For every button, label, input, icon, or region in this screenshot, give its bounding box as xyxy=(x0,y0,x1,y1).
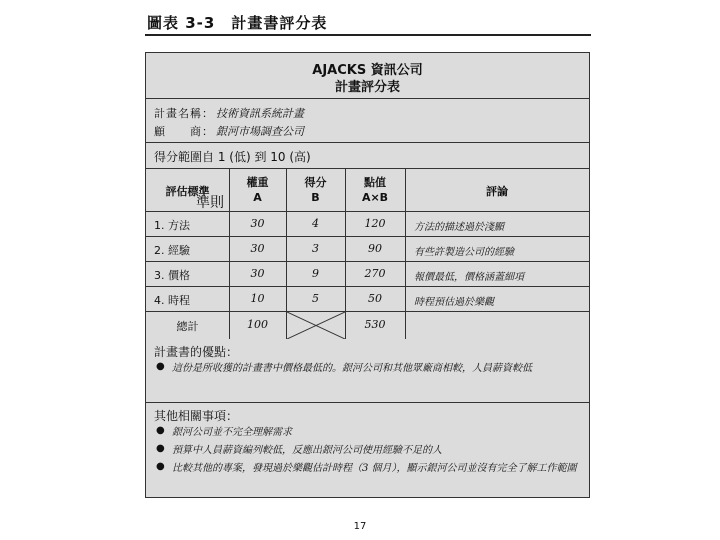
header-score-symbol: B xyxy=(311,191,320,204)
header-weight-symbol: A xyxy=(253,191,262,204)
score-cell: 9 xyxy=(312,267,319,280)
other-item xyxy=(156,425,581,441)
advantages-title: 計畫書的優點： xyxy=(154,345,239,359)
points-cell: 90 xyxy=(368,242,382,255)
plan-info xyxy=(146,99,589,143)
company-name: AJACKS 資訊公司 xyxy=(312,63,423,78)
header-points: 點值 xyxy=(364,176,386,189)
score-range-text: 得分範圍自 1 (低) 到 10 (高) xyxy=(154,150,311,164)
client-value: 銀河市場調查公司 xyxy=(216,125,304,138)
plan-name-value: 技術資訊系統計畫 xyxy=(216,107,304,120)
page-number: 17 xyxy=(353,521,367,532)
header-criteria: 評估標準 xyxy=(165,185,210,198)
comment-cell: 有些許製造公司的經驗 xyxy=(414,247,514,258)
weight-cell: 30 xyxy=(250,267,265,280)
points-cell: 120 xyxy=(364,217,386,230)
other-section xyxy=(146,403,589,499)
caption-rule xyxy=(145,34,591,36)
points-cell: 270 xyxy=(364,267,386,280)
header-weight: 權重 xyxy=(246,176,269,189)
header-score: 得分 xyxy=(304,176,327,189)
advantages-section xyxy=(146,339,589,403)
overlay-annotation: 準則 xyxy=(196,195,224,211)
weight-cell: 30 xyxy=(250,242,265,255)
comment-cell: 方法的描述過於淺顯 xyxy=(414,222,504,233)
client-row xyxy=(154,123,304,139)
form-title: 計畫評分表 xyxy=(334,80,400,95)
criteria-cell: 4. 時程 xyxy=(154,294,190,307)
header-comment: 評論 xyxy=(486,185,508,198)
form-header xyxy=(146,53,589,99)
row-divider xyxy=(146,261,589,262)
advantage-text: 這份是所收獲的計畫書中價格最低的。銀河公司和其他眾廠商相較，人員薪資較低 xyxy=(172,363,532,374)
figure-caption: 圖表 3-3 計畫書評分表 xyxy=(147,14,328,32)
other-item xyxy=(156,461,581,477)
other-text: 銀河公司並不完全理解需求 xyxy=(172,427,292,438)
weight-cell: 30 xyxy=(250,217,265,230)
row-divider xyxy=(146,236,589,237)
other-item xyxy=(156,443,581,459)
row-divider xyxy=(146,286,589,287)
total-weight: 100 xyxy=(247,318,268,331)
row-divider xyxy=(146,311,589,312)
weight-cell: 10 xyxy=(250,292,265,305)
bullet-icon: ● xyxy=(156,425,165,436)
points-cell: 50 xyxy=(368,292,382,305)
total-label: 總計 xyxy=(176,320,199,333)
evaluation-form xyxy=(145,52,590,498)
bullet-icon: ● xyxy=(156,443,165,454)
score-cell: 4 xyxy=(312,217,319,230)
other-text: 比較其他的專案，發現過於樂觀估計時程（3 個月），顯示銀河公司並沒有完全了解工作範圍 xyxy=(172,463,577,474)
criteria-cell: 3. 價格 xyxy=(154,269,190,282)
score-cell: 3 xyxy=(312,242,319,255)
score-cell: 5 xyxy=(312,292,319,305)
crossed-out-cell xyxy=(287,312,345,339)
advantage-item xyxy=(156,361,581,377)
other-text: 預算中人員薪資編列較低，反應出銀河公司使用經驗不足的人 xyxy=(172,445,442,456)
bullet-icon: ● xyxy=(156,361,165,372)
plan-name-label: 計畫名稱： xyxy=(154,107,214,120)
criteria-cell: 2. 經驗 xyxy=(154,244,190,257)
other-title: 其他相關事項： xyxy=(154,409,239,423)
comment-cell: 報價最低，價格涵蓋細項 xyxy=(414,272,524,283)
comment-cell: 時程預估過於樂觀 xyxy=(414,297,494,308)
score-range xyxy=(146,143,589,169)
bullet-icon: ● xyxy=(156,461,165,472)
criteria-cell: 1. 方法 xyxy=(154,219,190,232)
client-label: 顧 商： xyxy=(154,125,214,138)
header-points-formula: A×B xyxy=(361,191,389,204)
plan-name-row xyxy=(154,105,304,121)
total-points: 530 xyxy=(364,318,386,331)
